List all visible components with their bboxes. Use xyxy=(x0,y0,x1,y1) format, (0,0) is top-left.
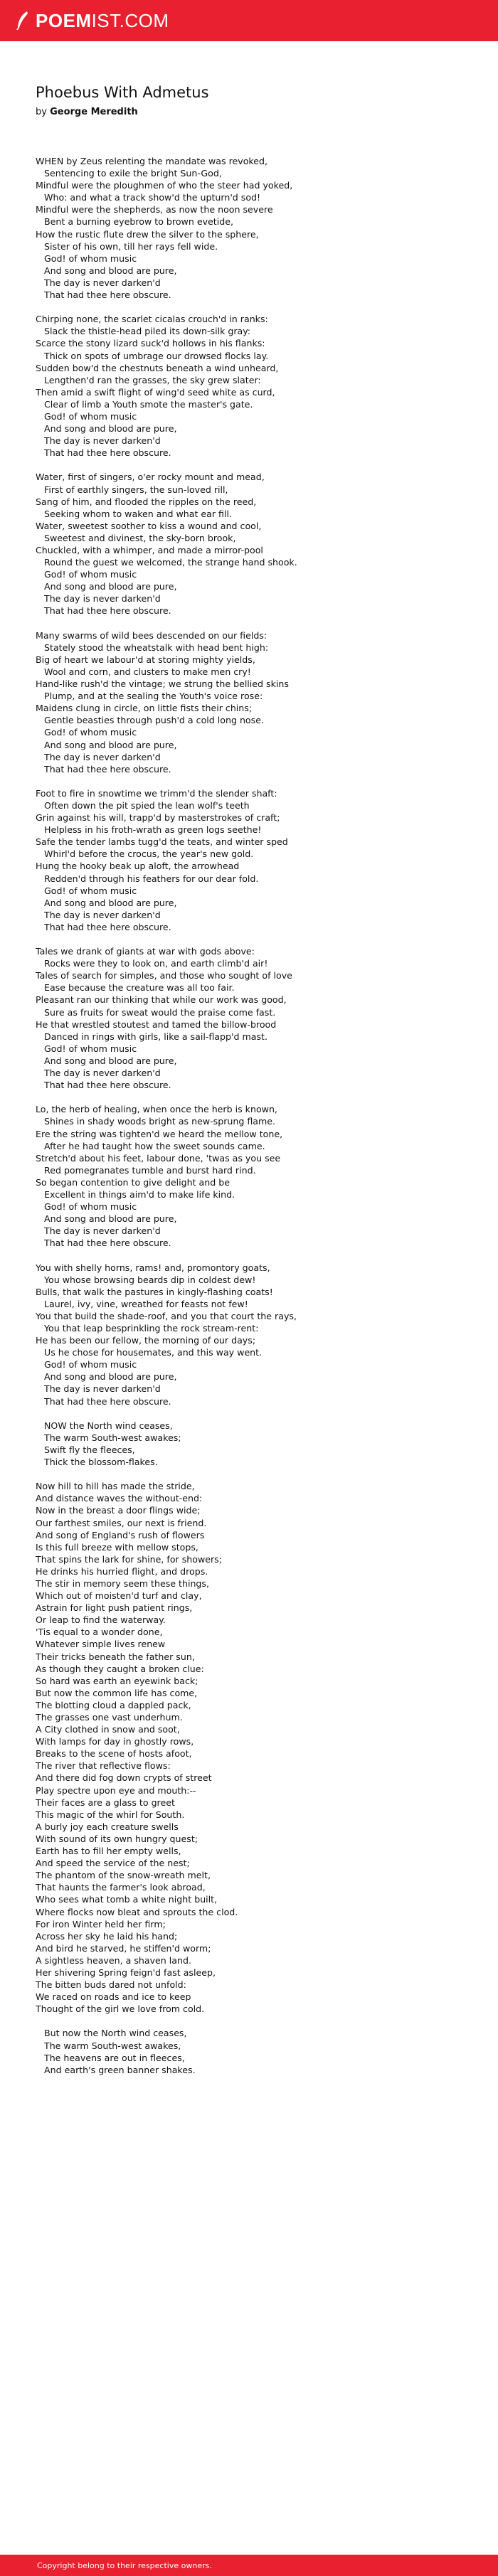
poem-line: The day is never darken'd xyxy=(36,435,161,447)
poem-line: Red pomegranates tumble and burst hard rind. xyxy=(36,1164,256,1176)
poem-line: He has been our fellow, the morning of our days; xyxy=(36,1335,256,1346)
poem-line: Our farthest smiles, our next is friend. xyxy=(36,1517,207,1528)
poem-line: Play spectre upon eye and mouth:-- xyxy=(36,1784,196,1796)
poem-line: And song and blood are pure, xyxy=(36,1371,177,1383)
poem-line: And song and blood are pure, xyxy=(36,739,177,750)
poem-line: Thick the blossom-flakes. xyxy=(36,1457,158,1468)
poem-line: Shines in shady woods bright as new-sprung flame. xyxy=(36,1116,276,1127)
poem-line: Ease because the creature was all too fair. xyxy=(36,982,235,994)
poem-line: Astrain for light push patient rings, xyxy=(36,1602,193,1614)
poem-line: The phantom of the snow-wreath melt, xyxy=(36,1870,211,1881)
site-footer xyxy=(0,2555,498,2576)
poem-line: Wool and corn, and clusters to make men cry! xyxy=(36,666,251,677)
poem-line: And bird he starved, he stiffen'd worm; xyxy=(36,1942,211,1954)
poem-line: Danced in rings with girls, like a sail-flapp'd mast. xyxy=(36,1031,267,1042)
poem-line: God! of whom music xyxy=(36,1201,137,1213)
poem-line: Thought of the girl we love from cold. xyxy=(36,2003,205,2015)
poem-line: Who: and what a track show'd the upturn'd sod! xyxy=(36,192,261,203)
poem-line: The grasses one vast underhum. xyxy=(36,1712,183,1723)
poem-line: Rocks were they to look on, and earth climb'd air! xyxy=(36,958,268,969)
site-header xyxy=(0,0,498,41)
poem-line: And song of England's rush of flowers xyxy=(36,1529,205,1540)
poem-line: That had thee here obscure. xyxy=(36,921,171,932)
poem-line: The day is never darken'd xyxy=(36,1225,161,1237)
poem-line: The heavens are out in fleeces, xyxy=(36,2052,185,2063)
poem-line: Maidens clung in circle, on little fists their chins; xyxy=(36,703,253,714)
poem-line: And song and blood are pure, xyxy=(36,1213,177,1225)
poem-line: God! of whom music xyxy=(36,252,137,264)
copyright-text: Copyright belong to their respective owners. xyxy=(37,2560,212,2570)
poem-line: Hand-like rush'd the vintage; we strung the bellied skins xyxy=(36,678,289,690)
poem-line: Now hill to hill has made the stride, xyxy=(36,1481,195,1492)
poem-line: He drinks his hurried flight, and drops. xyxy=(36,1565,208,1577)
poem-line: And song and blood are pure, xyxy=(36,897,177,908)
poem-line: Foot to fire in snowtime we trimm'd the slender shaft: xyxy=(36,787,277,799)
poem-line: And song and blood are pure, xyxy=(36,423,177,435)
stanza xyxy=(36,2027,477,2075)
poem-line: God! of whom music xyxy=(36,569,137,580)
poem-line: That had thee here obscure. xyxy=(36,1080,171,1091)
poem-line: That had thee here obscure. xyxy=(36,1238,171,1249)
poem-line: Stately stood the wheatstalk with head bent high: xyxy=(36,642,269,653)
poem-line: Hung the hooky beak up aloft, the arrowhead xyxy=(36,861,240,872)
poem-line: Lo, the herb of healing, when once the herb is known, xyxy=(36,1104,277,1115)
poem-line: He that wrestled stoutest and tamed the billow-brood xyxy=(36,1018,277,1030)
poem-line: God! of whom music xyxy=(36,1043,137,1054)
poem-line: But now the common life has come, xyxy=(36,1687,198,1698)
poem-line: God! of whom music xyxy=(36,885,137,896)
poem-line: Big of heart we labour'd at storing mighty yields, xyxy=(36,654,255,665)
poem-line: The day is never darken'd xyxy=(36,1383,161,1395)
stanza xyxy=(36,1420,477,1468)
poem-line: That spins the lark for shine, for showers; xyxy=(36,1553,222,1565)
stanza xyxy=(36,1103,477,1249)
poem-line: A sightless heaven, a shaven land. xyxy=(36,1954,191,1966)
poem-line: Sentencing to exile the bright Sun-God, xyxy=(36,168,222,179)
poem-line: Tales we drank of giants at war with gods above: xyxy=(36,946,255,957)
poem-line: You whose browsing beards dip in coldest dew! xyxy=(36,1274,256,1285)
poem-line: The day is never darken'd xyxy=(36,909,161,920)
poem-line: And earth's green banner shakes. xyxy=(36,2064,196,2075)
poem-line: Whirl'd before the crocus, the year's new gold. xyxy=(36,848,254,860)
poem-line: Sudden bow'd the chestnuts beneath a wind unheard, xyxy=(36,362,279,373)
poem-line: A City clothed in snow and soot, xyxy=(36,1724,180,1735)
poem-line: WHEN by Zeus relenting the mandate was revoked, xyxy=(36,156,267,166)
poem-line: And song and blood are pure, xyxy=(36,265,177,276)
poem-line: How the rustic flute drew the silver to the sphere, xyxy=(36,228,259,240)
poem-line: Sister of his own, till her rays fell wide. xyxy=(36,240,218,252)
poem-line: That haunts the farmer's look abroad, xyxy=(36,1882,206,1893)
author-link[interactable]: George Meredith xyxy=(50,107,138,117)
poem-line: Thick on spots of umbrage our drowsed flocks lay. xyxy=(36,350,269,361)
poem-line: Mindful were the shepherds, as now the noon severe xyxy=(36,204,273,215)
poem-line: Clear of limb a Youth smote the master's gate. xyxy=(36,398,253,410)
stanza xyxy=(36,629,477,775)
stanza xyxy=(36,471,477,617)
poem-line: That had thee here obscure. xyxy=(36,763,171,775)
poem-line: Whatever simple lives renew xyxy=(36,1639,166,1650)
poem-line: Who sees what tomb a white night built, xyxy=(36,1894,218,1905)
site-logo[interactable] xyxy=(16,11,169,31)
poem-line: First of earthly singers, the sun-loved rill, xyxy=(36,484,228,495)
poem-line: You with shelly horns, rams! and, promontory goats, xyxy=(36,1262,270,1273)
logo-wordmark xyxy=(36,11,169,30)
stanza xyxy=(36,945,477,1091)
poem-line: Round the guest we welcomed, the strange hand shook. xyxy=(36,557,297,568)
poem-line: Then amid a swift flight of wing'd seed white as curd, xyxy=(36,386,275,398)
poem-body xyxy=(36,155,477,2088)
poem-line: Often down the pit spied the lean wolf's teeth xyxy=(36,799,250,811)
poem-line: Water, first of singers, o'er rocky mount and mead, xyxy=(36,472,265,483)
poem-line: Or leap to find the waterway. xyxy=(36,1614,166,1626)
poem-line: As though they caught a broken clue: xyxy=(36,1663,204,1674)
poem-line: With lamps for day in ghostly rows, xyxy=(36,1736,194,1747)
logo-light: IST.COM xyxy=(91,10,169,31)
poem-line: God! of whom music xyxy=(36,727,137,738)
poem-line: That had thee here obscure. xyxy=(36,447,171,459)
poem-line: Now in the breast a door flings wide; xyxy=(36,1505,201,1516)
poem-line: Which out of moisten'd turf and clay, xyxy=(36,1590,202,1602)
poem-line: But now the North wind ceases, xyxy=(36,2028,187,2039)
poem-line: The blotting cloud a dappled pack, xyxy=(36,1699,191,1710)
poem-line: Redden'd through his feathers for our dear fold. xyxy=(36,873,259,884)
poem-line: Lengthen'd ran the grasses, the sky grew slater: xyxy=(36,374,261,385)
poem-line: That had thee here obscure. xyxy=(36,1395,171,1407)
poem-line: Excellent in things aim'd to make life kind. xyxy=(36,1188,235,1200)
poem-line: The day is never darken'd xyxy=(36,1068,161,1079)
poem-line: Us he chose for housemates, and this way went. xyxy=(36,1347,263,1358)
poem-line: A burly joy each creature swells xyxy=(36,1821,179,1832)
poem-line: Their tricks beneath the father sun, xyxy=(36,1651,195,1662)
poem-line: Their faces are a glass to greet xyxy=(36,1797,175,1808)
poem-line: Scarce the stony lizard suck'd hollows in his flanks: xyxy=(36,338,265,349)
poem-line: The stir in memory seem these things, xyxy=(36,1577,209,1589)
poem-line: The warm South-west awakes; xyxy=(36,1432,181,1443)
poem-line: Slack the thistle-head piled its down-silk gray: xyxy=(36,326,251,337)
poem-line: Swift fly the fleeces, xyxy=(36,1444,135,1455)
poem-line: After he had taught how the sweet sounds came. xyxy=(36,1140,265,1151)
byline-prefix: by xyxy=(36,107,47,117)
poem-line: The bitten buds dared not unfold: xyxy=(36,1979,186,1991)
quill-icon xyxy=(16,11,30,31)
poem-line: Seeking whom to waken and what ear fill. xyxy=(36,508,232,519)
poem-line: And there did fog down crypts of street xyxy=(36,1772,212,1784)
poem-line: And song and blood are pure, xyxy=(36,581,177,592)
poem-line: Chuckled, with a whimper, and made a mirror-pool xyxy=(36,545,263,555)
poem-title: Phoebus With Admetus xyxy=(36,84,209,101)
poem-line: That had thee here obscure. xyxy=(36,605,171,617)
poem-line: This magic of the whirl for South. xyxy=(36,1809,185,1820)
poem-line: Grin against his will, trapp'd by masterstrokes of craft; xyxy=(36,812,280,824)
poem-line: Mindful were the ploughmen of who the steer had yoked, xyxy=(36,180,293,191)
poem-line: The river that reflective flows: xyxy=(36,1760,171,1772)
poem-line: Helpless in his froth-wrath as green logs seethe! xyxy=(36,824,262,836)
poem-line: You that leap besprinkling the rock stream-rent: xyxy=(36,1323,259,1334)
poem-line: NOW the North wind ceases, xyxy=(36,1420,173,1431)
poem-line: Laurel, ivy, vine, wreathed for feasts not few! xyxy=(36,1298,248,1309)
poem-line: Across her sky he laid his hand; xyxy=(36,1930,178,1942)
stanza xyxy=(36,787,477,933)
poem-line: The day is never darken'd xyxy=(36,277,161,288)
poem-line: God! of whom music xyxy=(36,1359,137,1371)
poem-line: Gentle beasties through push'd a cold long nose. xyxy=(36,715,264,726)
poem-line: Bent a burning eyebrow to brown evetide, xyxy=(36,216,233,228)
poem-line: You that build the shade-roof, and you that court the rays, xyxy=(36,1310,297,1321)
poem-line: We raced on roads and ice to keep xyxy=(36,1991,191,2003)
poem-line: Pleasant ran our thinking that while our work was good, xyxy=(36,994,287,1006)
stanza xyxy=(36,1480,477,2015)
poem-line: Earth has to fill her empty wells, xyxy=(36,1846,181,1857)
poem-line: So began contention to give delight and be xyxy=(36,1176,230,1188)
poem-line: With sound of its own hungry quest; xyxy=(36,1833,198,1844)
poem-line: 'Tis equal to a wonder done, xyxy=(36,1627,163,1638)
poem-line: Tales of search for simples, and those who sought of love xyxy=(36,970,292,981)
poem-line: For iron Winter held her firm; xyxy=(36,1918,166,1930)
poem-line: And speed the service of the nest; xyxy=(36,1858,190,1869)
poem-line: Sang of him, and flooded the ripples on the reed, xyxy=(36,496,257,507)
poem-line: Many swarms of wild bees descended on our fields: xyxy=(36,629,267,641)
poem-line: Breaks to the scene of hosts afoot, xyxy=(36,1748,192,1760)
stanza xyxy=(36,1262,477,1407)
poem-line: Safe the tender lambs tugg'd the teats, and winter sped xyxy=(36,836,288,848)
stanza xyxy=(36,313,477,459)
poem-line: Plump, and at the sealing the Youth's voice rose: xyxy=(36,691,263,702)
poem-line: Is this full breeze with mellow stops, xyxy=(36,1541,198,1553)
poem-byline xyxy=(36,105,138,119)
poem-line: Ere the string was tighten'd we heard the mellow tone, xyxy=(36,1128,283,1139)
poem-line: The warm South-west awakes, xyxy=(36,2040,181,2051)
poem-line: The day is never darken'd xyxy=(36,593,161,605)
poem-line: Stretch'd about his feet, labour done, 'twas as you see xyxy=(36,1152,281,1164)
stanza xyxy=(36,155,477,301)
poem-line: That had thee here obscure. xyxy=(36,289,171,301)
poem-line: Chirping none, the scarlet cicalas crouch'd in ranks: xyxy=(36,314,268,325)
poem-line: Bulls, that walk the pastures in kingly-flashing coats! xyxy=(36,1286,273,1297)
poem-line: Sweetest and divinest, the sky-born brook, xyxy=(36,532,236,543)
poem-line: So hard was earth an eyewink back; xyxy=(36,1675,198,1686)
poem-line: Water, sweetest soother to kiss a wound and cool, xyxy=(36,520,262,531)
poem-line: The day is never darken'd xyxy=(36,751,161,762)
poem-line: Sure as fruits for sweat would the praise come fast. xyxy=(36,1006,276,1018)
poem-line: Her shivering Spring feign'd fast asleep, xyxy=(36,1966,216,1978)
logo-strong: POEM xyxy=(36,10,92,31)
poem-line: Where flocks now bleat and sprouts the clod. xyxy=(36,1906,238,1917)
poem-line: God! of whom music xyxy=(36,410,137,422)
poem-line: And distance waves the without-end: xyxy=(36,1493,203,1504)
poem-line: And song and blood are pure, xyxy=(36,1055,177,1066)
